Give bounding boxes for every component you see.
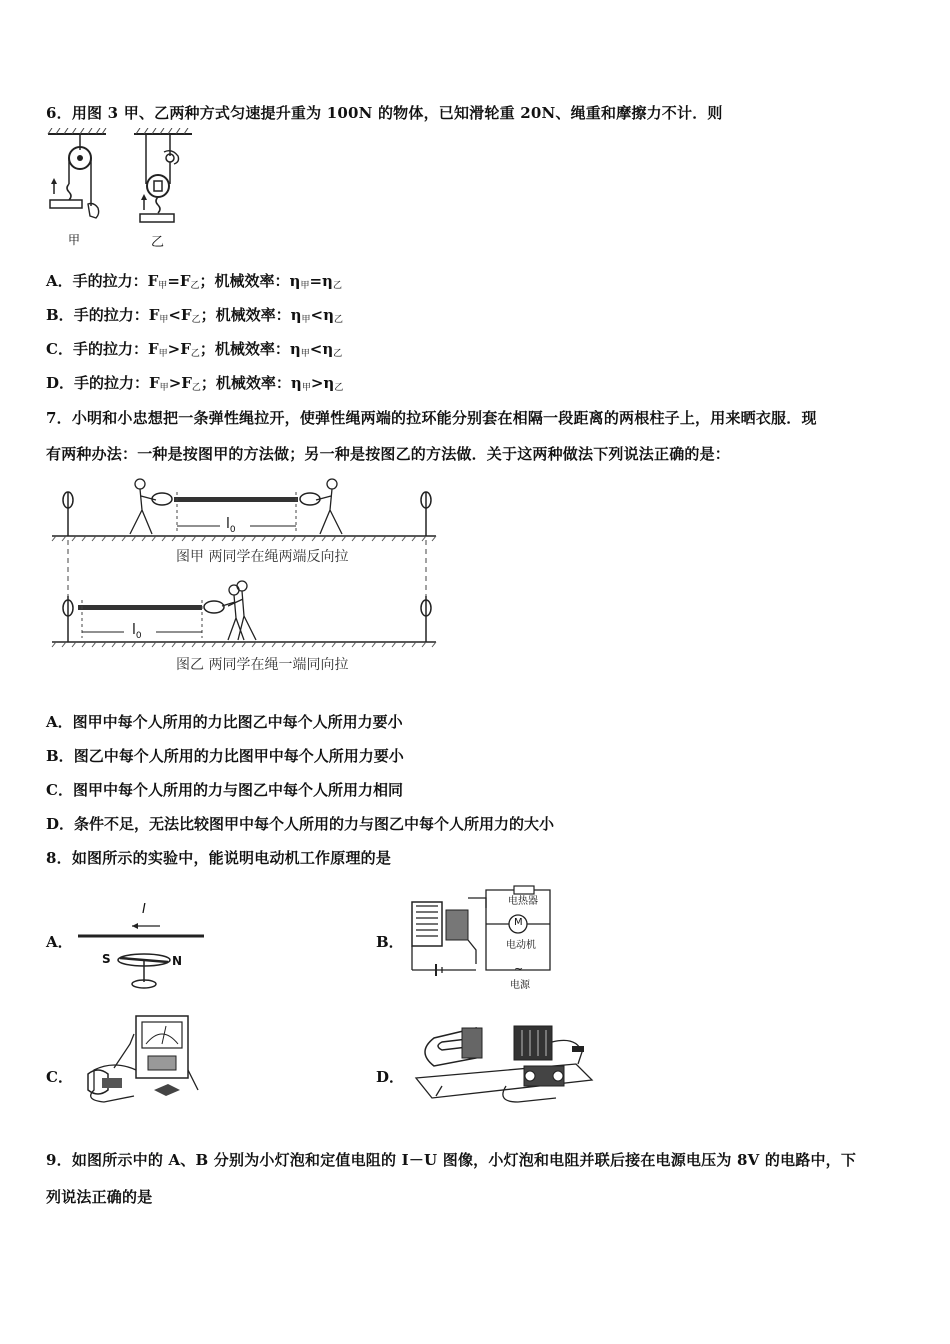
q6-option-d[interactable]: D．手的拉力：$F_甲>F_乙$；机械效率：$\eta_甲>\eta_乙$ [46,374,344,393]
q8-figure-c[interactable] [74,1010,204,1110]
q6-option-c[interactable]: C．手的拉力：$F_甲>F_乙$；机械效率：$\eta_甲<\eta_乙$ [46,340,343,359]
q8-figure-a[interactable] [74,898,214,994]
q7-option-a[interactable]: A．图甲中每个人所用的力比图乙中每个人所用力要小 [46,713,403,731]
q7-stem-line2: 有两种办法：一种是按图甲的方法做；另一种是按图乙的方法做．关于这两种做法下列说法正确的是： [46,445,731,463]
q7-stem-line1: 7．小明和小忠想把一条弹性绳拉开，使弹性绳两端的拉环能分别套在相隔一段距离的两根柱子上，用来晒衣服．现 [46,409,817,427]
q8-option-c-letter[interactable]: C． [46,1068,73,1086]
q7-option-d[interactable]: D．条件不足，无法比较图甲中每个人所用的力与图乙中每个人所用力的大小 [46,815,555,833]
q6-option-a[interactable]: A．手的拉力：$F_甲=F_乙$；机械效率：$\eta_甲=\eta_乙$ [46,272,342,291]
q8-current-label: I [142,902,146,917]
q8-option-a-letter[interactable]: A． [46,933,73,951]
q6-fig-label-a: 甲 [68,233,81,247]
q8-stem: 8．如图所示的实验中，能说明电动机工作原理的是 [46,849,392,867]
q8-motor-label: 电动机 [506,940,536,951]
q8-south-label: S [102,952,111,966]
q6-fig-label-b: 乙 [151,235,165,250]
q6-option-b[interactable]: B．手的拉力：$F_甲<F_乙$；机械效率：$\eta_甲<\eta_乙$ [46,306,344,325]
q7-caption-a: 图甲 两同学在绳两端反向拉 [176,549,349,565]
q8-ac-symbol: ~ [514,962,524,975]
q8-figure-d[interactable] [406,1016,596,1112]
q9-stem-line2: 列说法正确的是 [46,1188,153,1206]
q7-option-b[interactable]: B．图乙中每个人所用的力比图甲中每个人所用力要小 [46,747,404,765]
q6-stem: 6．用图 3 甲、乙两种方式匀速提升重为 100N 的物体，已知滑轮重 20N、绳重和摩擦力不计．则 [46,104,723,122]
q9-stem-line1: 9．如图所示中的 A、B 分别为小灯泡和定值电阻的 I－U 图像，小灯泡和电阻并联后接在电源电压为 8V 的电路中，下 [46,1151,857,1169]
q7-option-c[interactable]: C．图甲中每个人所用的力与图乙中每个人所用力相同 [46,781,403,799]
q8-option-d-letter[interactable]: D． [376,1068,405,1086]
q7-length-label-bottom: $l_0$ [132,622,142,641]
q7-rope-figure [44,472,444,682]
q8-heater-label: 电热器 [508,896,538,907]
q7-caption-b: 图乙 两同学在绳一端同向拉 [176,657,349,673]
q8-north-label: N [172,954,183,968]
q8-option-b-letter[interactable]: B． [376,933,404,951]
q8-source-label: 电源 [510,980,530,991]
q8-motor-symbol: M [514,917,523,928]
q8-figure-b[interactable] [406,880,556,990]
q7-length-label-top: $l_0$ [226,516,236,535]
q6-pulley-figure [44,128,194,250]
